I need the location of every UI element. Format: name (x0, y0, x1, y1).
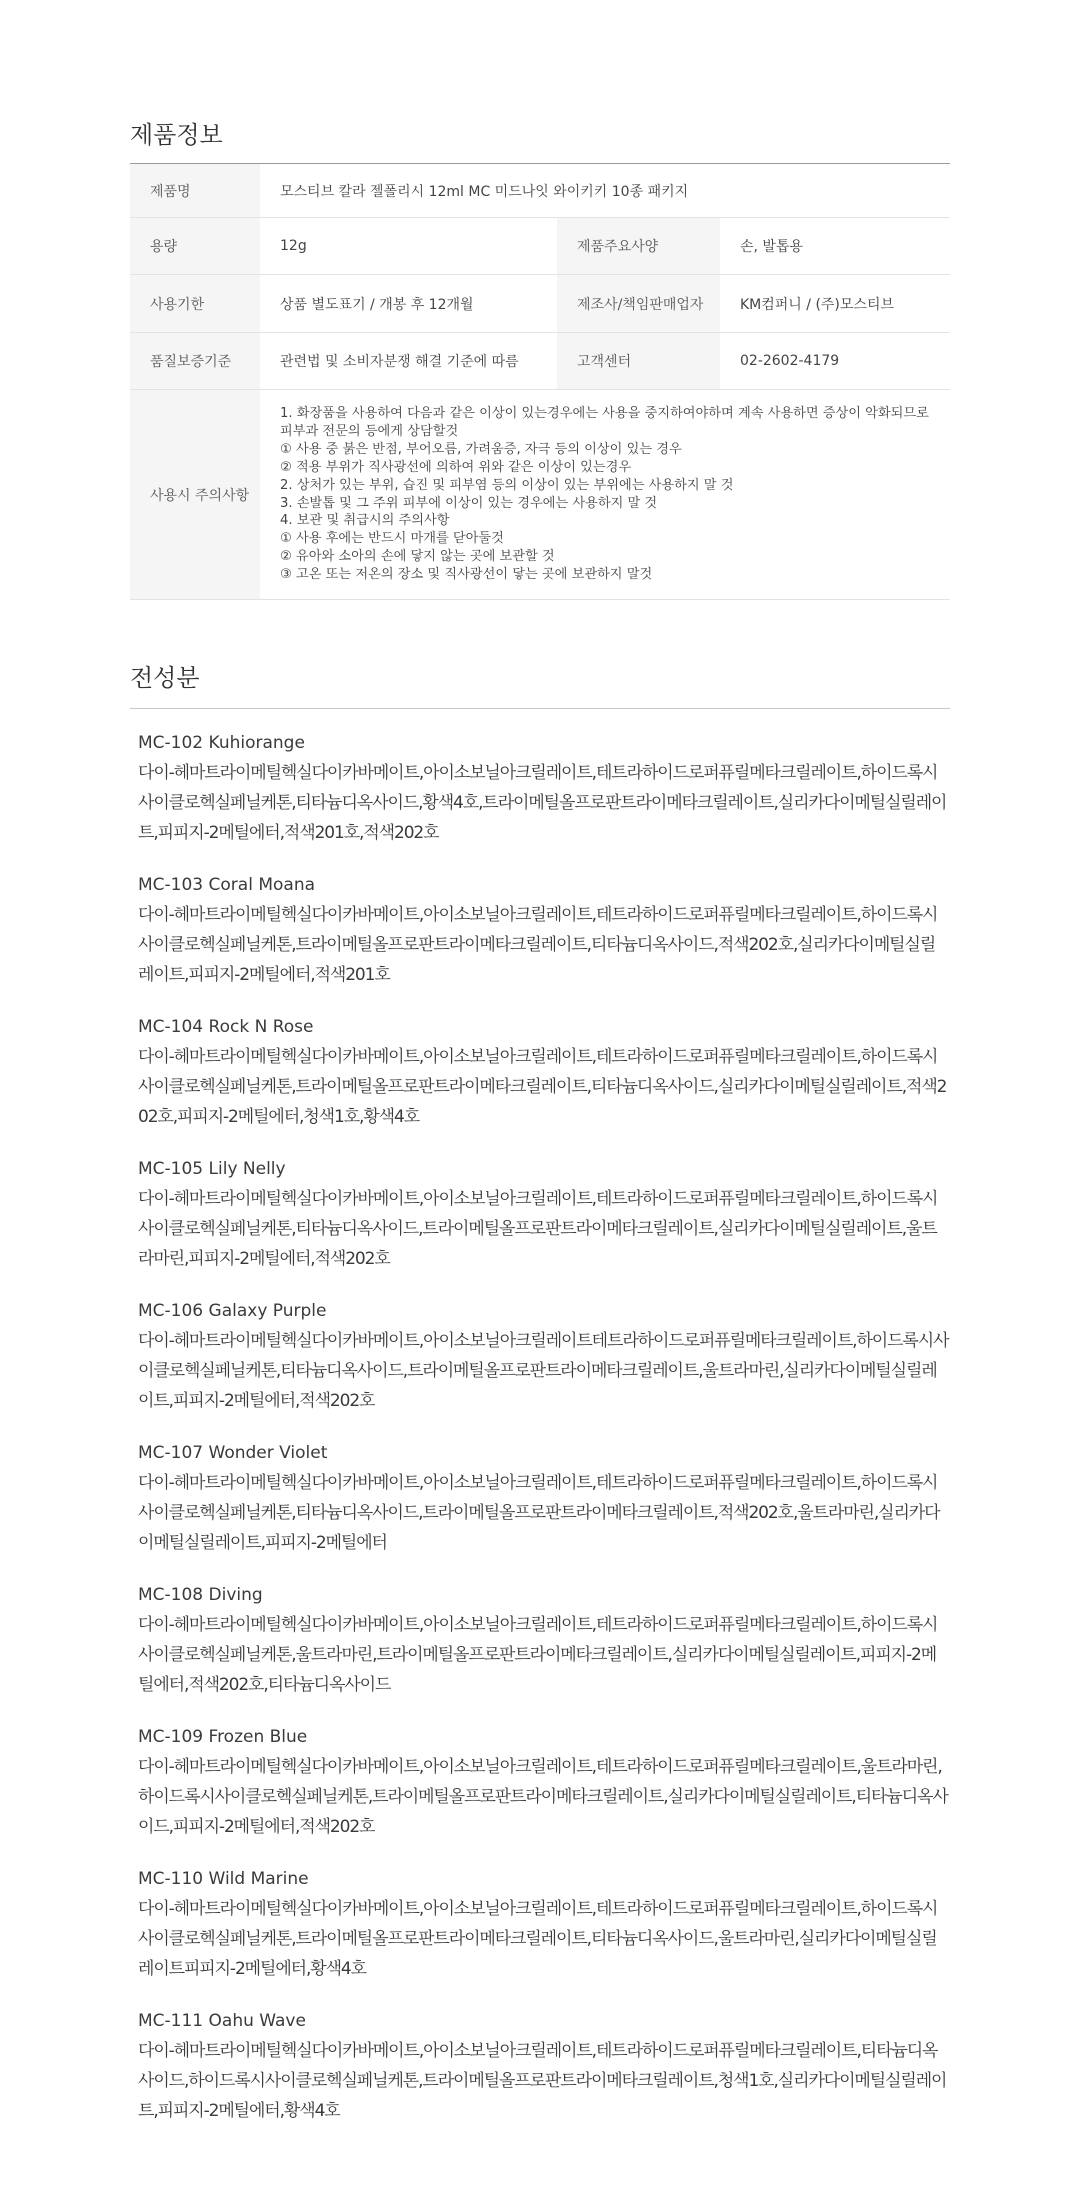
info-row-product-name (130, 164, 950, 218)
ingredient-item (138, 1722, 950, 1842)
info-label: 용량 (130, 218, 260, 275)
ingredient-product-name: MC-111 Oahu Wave (138, 2011, 306, 2031)
ingredient-text: 다이-헤마트라이메틸헥실다이카바메이트,아이소보닐아크릴레이트,테트라하이드로퍼퓨릴메타크릴레이트,하이드록시사이클로헥실페닐케톤,트라이메틸올프로판트라이메타크릴레이트,티타늄디옥사이드,울트라마린,실리카다이메틸실릴레이트피피지-2메틸에터,황색4호 (138, 1899, 938, 1979)
ingredient-text: 다이-헤마트라이메틸헥실다이카바메이트,아이소보닐아크릴레이트,테트라하이드로퍼퓨릴메타크릴레이트,하이드록시사이클로헥실페닐케톤,트라이메틸올프로판트라이메타크릴레이트,티타늄디옥사이드,적색202호,실리카다이메틸실릴레이트,피피지-2메틸에터,적색201호 (138, 905, 938, 985)
info-label: 품질보증기준 (130, 333, 260, 390)
ingredient-text: 다이-헤마트라이메틸헥실다이카바메이트,아이소보닐아크릴레이트,테트라하이드로퍼퓨릴메타크릴레이트,하이드록시사이클로헥실페닐케톤,티타늄디옥사이드,트라이메틸올프로판트라이메타크릴레이트,적색202호,울트라마린,실리카다이메틸실릴레이트,피피지-2메틸에터 (138, 1473, 940, 1553)
ingredient-item (138, 1864, 950, 1984)
info-value: 모스티브 칼라 젤폴리시 12ml MC 미드나잇 와이키키 10종 패키지 (260, 164, 950, 218)
caution-line: ① 사용 중 붉은 반점, 부어오름, 가려움증, 자극 등의 이상이 있는 경우 (280, 441, 682, 457)
caution-line: ① 사용 후에는 반드시 마개를 닫아둘것 (280, 531, 504, 547)
ingredient-text: 다이-헤마트라이메틸헥실다이카바메이트,아이소보닐아크릴레이트,테트라하이드로퍼퓨릴메타크릴레이트,하이드록시사이클로헥실페닐케톤,울트라마린,트라이메틸올프로판트라이메타크릴레이트,실리카다이메틸실릴레이트,피피지-2메틸에터,적색202호,티타늄디옥사이드 (138, 1615, 938, 1695)
info-value: KM컴퍼니 / (주)모스티브 (720, 275, 950, 333)
ingredient-product-name: MC-109 Frozen Blue (138, 1727, 308, 1747)
ingredient-text: 다이-헤마트라이메틸헥실다이카바메이트,아이소보닐아크릴레이트,테트라하이드로퍼퓨릴메타크릴레이트,하이드록시사이클로헥실페닐케톤,티타늄디옥사이드,황색4호,트라이메틸올프로판트라이메타크릴레이트,실리카다이메틸실릴레이트,피피지-2메틸에터,적색201호,적색202호 (138, 763, 947, 843)
caution-line: 1. 화장품을 사용하여 다음과 같은 이상이 있는경우에는 사용을 중지하여야하며 계속 사용하면 증상이 악화되므로 (280, 405, 929, 421)
info-value: 상품 별도표기 / 개봉 후 12개월 (260, 275, 557, 333)
ingredient-text: 다이-헤마트라이메틸헥실다이카바메이트,아이소보닐아크릴레이트,테트라하이드로퍼퓨릴메타크릴레이트,하이드록시사이클로헥실페닐케톤,티타늄디옥사이드,트라이메틸올프로판트라이메타크릴레이트,실리카다이메틸실릴레이트,울트라마린,피피지-2메틸에터,적색202호 (138, 1189, 938, 1269)
ingredient-item (138, 1012, 950, 1132)
ingredient-item (138, 1438, 950, 1558)
caution-line: 4. 보관 및 취급시의 주의사항 (280, 513, 450, 529)
info-label: 사용기한 (130, 275, 260, 333)
ingredient-text: 다이-헤마트라이메틸헥실다이카바메이트,아이소보닐아크릴레이트,테트라하이드로퍼퓨릴메타크릴레이트,티타늄디옥사이드,하이드록시사이클로헥실페닐케톤,트라이메틸올프로판트라이메타크릴레이트,청색1호,실리카다이메틸실릴레이트,피피지-2메틸에터,황색4호 (138, 2041, 947, 2121)
ingredients-divider (130, 708, 950, 709)
caution-line: 2. 상처가 있는 부위, 습진 및 피부염 등의 이상이 있는 부위에는 사용하지 말 것 (280, 477, 734, 493)
info-label: 제품주요사양 (557, 218, 720, 275)
ingredient-item (138, 728, 950, 848)
info-value: 관련법 및 소비자분쟁 해결 기준에 따름 (260, 333, 557, 390)
caution-line: ② 유아와 소아의 손에 닿지 않는 곳에 보관할 것 (280, 549, 555, 565)
info-row-expiry (130, 275, 950, 333)
ingredient-item (138, 1154, 950, 1274)
product-info-table (130, 164, 950, 600)
ingredients-title: 전성분 (130, 664, 200, 692)
info-label: 사용시 주의사항 (130, 390, 260, 600)
caution-line: 피부과 전문의 등에게 상담할것 (280, 423, 459, 439)
caution-line: ③ 고온 또는 저온의 장소 및 직사광선이 닿는 곳에 보관하지 말것 (280, 567, 653, 583)
product-info-title: 제품정보 (130, 121, 223, 149)
caution-list (280, 405, 950, 584)
info-row-warranty (130, 333, 950, 390)
caution-line: ② 적용 부위가 직사광선에 의하여 위와 같은 이상이 있는경우 (280, 459, 632, 475)
ingredients-list (138, 728, 950, 2148)
ingredient-item (138, 2006, 950, 2126)
ingredient-text: 다이-헤마트라이메틸헥실다이카바메이트,아이소보닐아크릴레이트,테트라하이드로퍼퓨릴메타크릴레이트,하이드록시사이클로헥실페닐케톤,트라이메틸올프로판트라이메타크릴레이트,티타늄디옥사이드,실리카다이메틸실릴레이트,적색202호,피피지-2메틸에터,청색1호,황색4호 (138, 1047, 947, 1127)
ingredient-text: 다이-헤마트라이메틸헥실다이카바메이트,아이소보닐아크릴레이트,테트라하이드로퍼퓨릴메타크릴레이트,울트라마린,하이드록시사이클로헥실페닐케톤,트라이메틸올프로판트라이메타크릴레이트,실리카다이메틸실릴레이트,티타늄디옥사이드,피피지-2메틸에터,적색202호 (138, 1757, 948, 1837)
ingredient-product-name: MC-104 Rock N Rose (138, 1017, 314, 1037)
ingredient-item (138, 1580, 950, 1700)
info-row-volume (130, 218, 950, 275)
ingredient-product-name: MC-107 Wonder Violet (138, 1443, 328, 1463)
info-value: 12g (260, 218, 557, 275)
info-label: 제품명 (130, 164, 260, 218)
info-label: 제조사/책임판매업자 (557, 275, 720, 333)
ingredient-product-name: MC-110 Wild Marine (138, 1869, 309, 1889)
info-value: 손, 발톱용 (720, 218, 950, 275)
ingredient-product-name: MC-106 Galaxy Purple (138, 1301, 327, 1321)
ingredient-product-name: MC-105 Lily Nelly (138, 1159, 286, 1179)
ingredient-product-name: MC-103 Coral Moana (138, 875, 316, 895)
info-row-caution (130, 390, 950, 600)
ingredient-item (138, 870, 950, 990)
caution-line: 3. 손발톱 및 그 주위 피부에 이상이 있는 경우에는 사용하지 말 것 (280, 495, 658, 511)
ingredient-item (138, 1296, 950, 1416)
info-value: 02-2602-4179 (720, 333, 950, 390)
ingredient-product-name: MC-108 Diving (138, 1585, 263, 1605)
info-label: 고객센터 (557, 333, 720, 390)
ingredient-product-name: MC-102 Kuhiorange (138, 733, 305, 753)
info-value (260, 390, 950, 600)
ingredient-text: 다이-헤마트라이메틸헥실다이카바메이트,아이소보닐아크릴레이트테트라하이드로퍼퓨릴메타크릴레이트,하이드록시사이클로헥실페닐케톤,티타늄디옥사이드,트라이메틸올프로판트라이메타크릴레이트,울트라마린,실리카다이메틸실릴레이트,피피지-2메틸에터,적색202호 (138, 1331, 949, 1411)
